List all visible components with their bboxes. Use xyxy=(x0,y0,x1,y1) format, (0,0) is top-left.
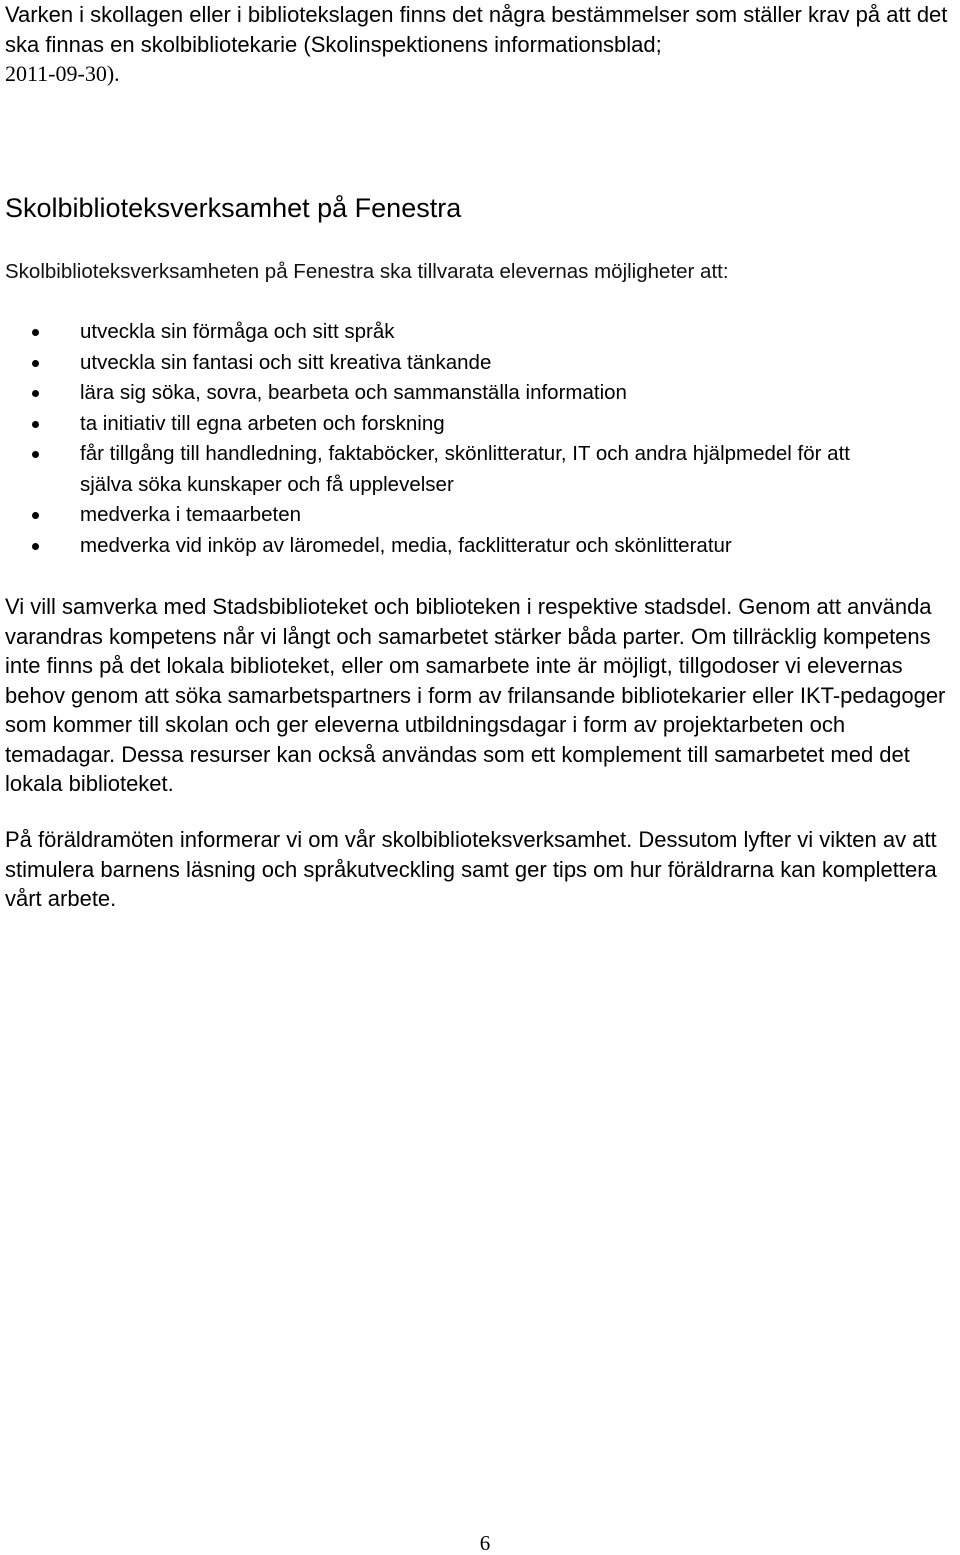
page-number: 6 xyxy=(479,1531,491,1555)
bullet-icon xyxy=(32,543,39,550)
bullet-icon xyxy=(32,451,39,458)
list-item-text: medverka vid inköp av läromedel, media, facklitteratur och skönlitteratur xyxy=(80,533,732,557)
list-item xyxy=(0,348,900,379)
list-item xyxy=(0,500,900,531)
intro-text: Varken i skollagen eller i bibliotekslagen finns det några bestämmelser som ställer krav på att det ska finnas en skolbibliotekarie (Skolinspektionens informationsblad; xyxy=(5,2,948,57)
list-item-text: lära sig söka, sovra, bearbeta och sammanställa information xyxy=(80,381,627,404)
list-item-text: ta initiativ till egna arbeten och forskning xyxy=(80,411,445,435)
collaboration-paragraph: Vi vill samverka med Stadsbiblioteket och biblioteken i respektive stadsdel. Genom att använda varandras kompetens når vi långt och samarbetet stärker båda parter. Om tillräcklig kompetens inte finns på det lokala biblioteket, eller om samarbete inte är möjligt, tillgodoser vi elevernas behov genom att söka samarbetspartners i form av frilansande bibliotekarier eller IKT-pedagoger som kommer till skolan och ger eleverna utbildningsdagar i form av projektarbeten och temadagar. Dessa resurser kan också användas som ett komplement till samarbetet med det lokala biblioteket. xyxy=(5,594,946,796)
list-item-text: medverka i temaarbeten xyxy=(80,503,302,526)
list-item xyxy=(0,317,900,348)
bullet-icon xyxy=(32,329,39,336)
intro-date: 2011-09-30). xyxy=(5,61,120,86)
bullet-icon xyxy=(32,421,39,428)
list-item xyxy=(0,409,900,440)
intro-paragraph xyxy=(5,0,955,89)
list-item xyxy=(0,378,900,409)
parents-paragraph: På föräldramöten informerar vi om vår skolbiblioteksverksamhet. Dessutom lyfter vi vikten av att stimulera barnens läsning och språkutveckling samt ger tips om hur föräldrarna kan komplettera vårt arbete. xyxy=(5,827,937,911)
list-item xyxy=(0,439,900,500)
bullet-icon xyxy=(32,360,39,367)
section-lead: Skolbiblioteksverksamheten på Fenestra ska tillvarata elevernas möjligheter att: xyxy=(5,260,729,283)
list-item-text: utveckla sin förmåga och sitt språk xyxy=(80,320,395,343)
section-heading: Skolbiblioteksverksamhet på Fenestra xyxy=(5,193,462,223)
list-item-text: får tillgång till handledning, faktaböcker, skönlitteratur, IT och andra hjälpmedel för att själva söka kunskaper och få upplevelser xyxy=(80,442,850,496)
list-item xyxy=(0,531,900,562)
bullet-icon xyxy=(32,512,39,519)
bullet-icon xyxy=(32,390,39,397)
list-item-text: utveckla sin fantasi och sitt kreativa tänkande xyxy=(80,350,492,374)
bullet-list xyxy=(0,317,960,561)
